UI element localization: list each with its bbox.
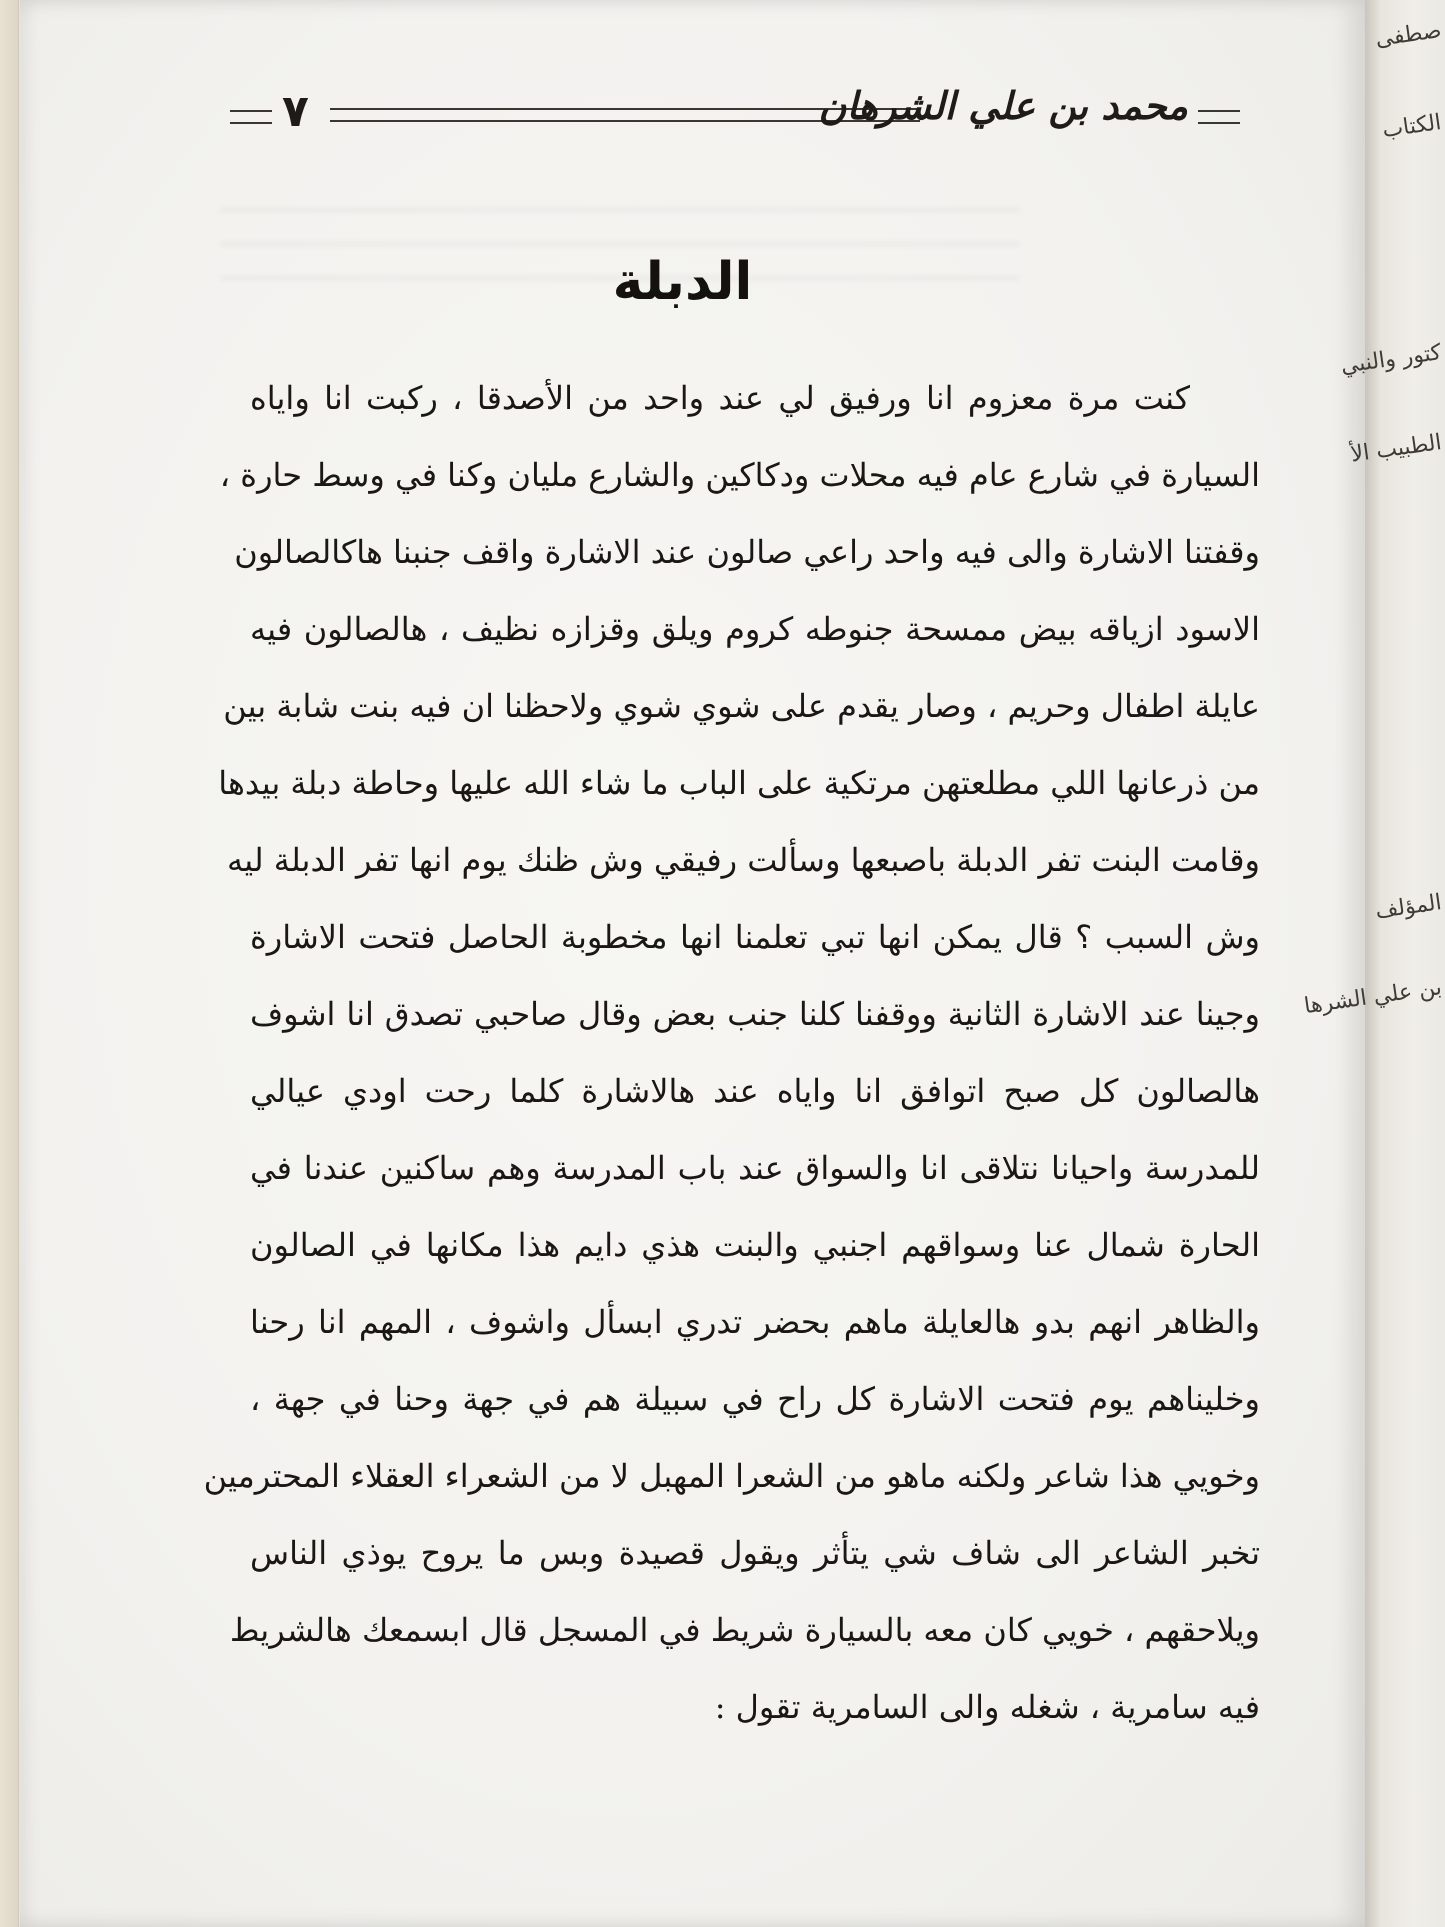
text-line: عايلة اطفال وحريم ، وصار يقدم على شوي شوي ولاحظنا ان فيه بنت شابة بين <box>223 687 1260 725</box>
text-line: فيه سامرية ، شغله والى السامرية تقول : <box>714 1688 1260 1726</box>
text-line: وخليناهم يوم فتحت الاشارة كل راح في سبيلة هم في جهة وحنا في جهة ، <box>250 1380 1260 1418</box>
text-line: وش السبب ؟ قال يمكن انها تبي تعلمنا انها مخطوبة الحاصل فتحت الاشارة <box>250 918 1260 956</box>
text-line: للمدرسة واحيانا نتلاقى انا والسواق عند باب المدرسة وهم ساكنين عندنا في <box>250 1149 1260 1187</box>
page-number: ٧ <box>282 86 309 137</box>
facing-page-fragment: بن علي الشرها <box>1302 975 1443 1020</box>
running-title: محمد بن علي الشرهان <box>818 84 1188 128</box>
text-line: وقفتنا الاشارة والى فيه واحد راعي صالون عند الاشارة واقف جنبنا هاكالصالون <box>234 533 1260 571</box>
text-line: من ذرعانها اللي مطلعتهن مرتكية على الباب ما شاء الله عليها وحاطة دبلة بيدها <box>218 764 1260 802</box>
text-line: ويلاحقهم ، خويي كان معه بالسيارة شريط في المسجل قال ابسمعك هالشريط <box>229 1611 1260 1649</box>
text-line: الاسود ازياقه بيض ممسحة جنوطه كروم ويلق وقزازه نظيف ، هالصالون فيه <box>250 610 1260 648</box>
book-page <box>20 0 1365 1927</box>
facing-page-fragment: الكتاب <box>1380 110 1443 144</box>
facing-page-fragment: الطبيب الأ <box>1348 430 1443 468</box>
text-line: والظاهر انهم بدو هالعايلة ماهم بحضر تدري ابسأل واشوف ، المهم انا رحنا <box>250 1303 1260 1341</box>
text-line: وخويي هذا شاعر ولكنه ماهو من الشعرا المهبل لا من الشعراء العقلاء المحترمين <box>203 1457 1260 1495</box>
text-line: تخبر الشاعر الى شاف شي يتأثر ويقول قصيدة وبس ما يروح يوذي الناس <box>250 1534 1260 1572</box>
chapter-title-wrap <box>20 252 1365 312</box>
facing-page-fragment: صطفى <box>1373 18 1443 53</box>
text-line: هالصالون كل صبح اتوافق انا واياه عند هالاشارة كلما رحت اودي عيالي <box>250 1072 1260 1110</box>
text-line: السيارة في شارع عام فيه محلات ودكاكين والشارع مليان وكنا في وسط حارة ، <box>219 456 1260 494</box>
page-header <box>230 84 1240 150</box>
text-line: كنت مرة معزوم انا ورفيق لي عند واحد من الأصدقا ، ركبت انا واياه <box>250 379 1191 417</box>
facing-page-edge <box>1302 0 1445 1927</box>
header-rule-short-right <box>1198 110 1240 124</box>
facing-page-fragment: كتور والنبي <box>1339 340 1443 379</box>
chapter-title: الدبلة <box>612 252 753 312</box>
facing-page-fragment: المؤلف <box>1373 890 1443 925</box>
text-line: الحارة شمال عنا وسواقهم اجنبي والبنت هذي دايم هذا مكانها في الصالون <box>250 1226 1260 1264</box>
book-fore-edge <box>0 0 19 1927</box>
body-text <box>203 360 1260 1746</box>
text-line: وقامت البنت تفر الدبلة باصبعها وسألت رفيقي وش ظنك يوم انها تفر الدبلة ليه <box>227 841 1260 879</box>
text-line: وجينا عند الاشارة الثانية ووقفنا كلنا جنب بعض وقال صاحبي تصدق انا اشوف <box>250 995 1260 1033</box>
header-rule-short-left <box>230 110 272 124</box>
